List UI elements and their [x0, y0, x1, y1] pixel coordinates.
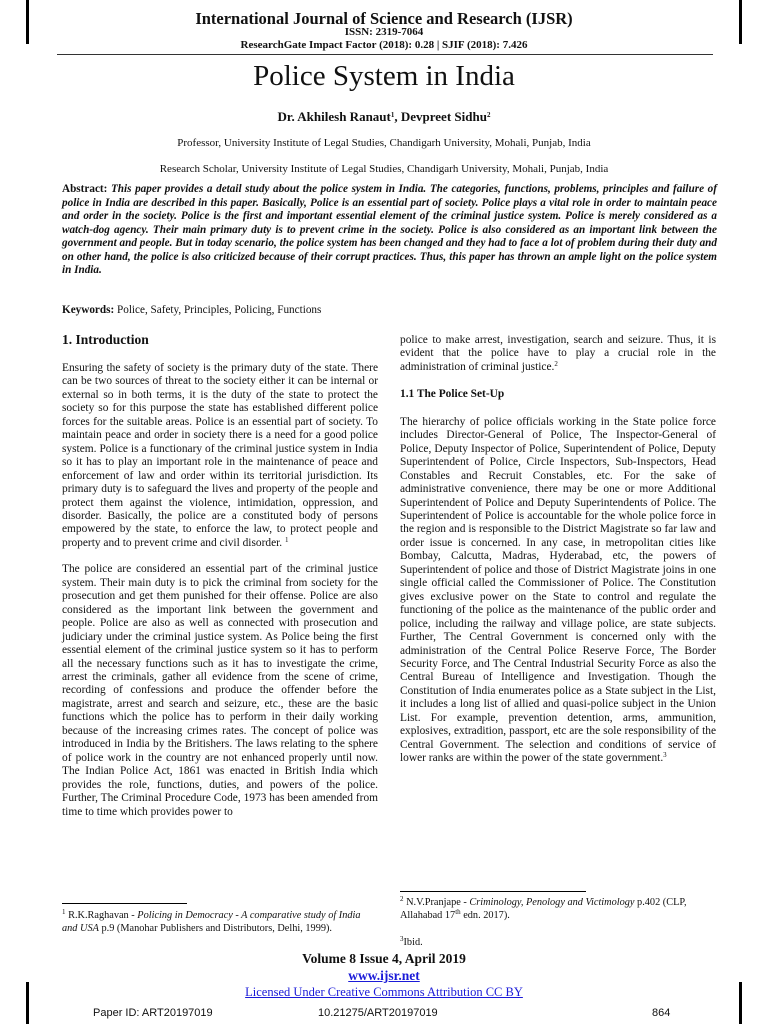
- paper-title: Police System in India: [253, 60, 515, 92]
- author-1-sup: 1: [390, 111, 395, 119]
- continued-paragraph-text: police to make arrest, investigation, search and seizure. Thus, it is evident that the police have to play a crucial role in the administration of criminal justice.: [400, 334, 716, 373]
- paper-authors: [0, 109, 768, 125]
- footnote-3-text: Ibid.: [403, 937, 423, 948]
- intro-paragraph-1-text: Ensuring the safety of society is the primary duty of the state. There can be two sources of threat to the society either it can be internal or external so in both terms, it is the duty of the state to protect the society so for this purpose the state has established different police forces for the suitable areas. Police is an essential part of society. To maintain peace and order in society there is a need for a good police system. Police is a functionary of the criminal justice system in India so it has to play an important role in the maintenance of peace and enforcement of law and order within its territorial jurisdiction. Its primary duty is to safeguard the lives and property of the people and protect them against the violence, intimidation, oppression, and disorder. Basically, the police are a constituted body of persons empowered by the state, to enforce the law, to protect people and property and to prevent crime and civil disorder.: [62, 362, 378, 549]
- doi: 10.21275/ART20197019: [318, 1007, 438, 1019]
- abstract-text: This paper provides a detail study about the police system in India. The categories, functions, problems, principles and failure of police in India are described in this paper. Basically, Police is an essential part of society. Police plays a vital role in order to maintain peace and order in the society. Police is the first and important essential element of the criminal justice system. Police is merely considered as a watch-dog agency. Their main primary duty is to prevent crime in the society. Police is also considered as an important link between the government and people. But in today scenario, the police system has been changed and they had to face a lot of problem during their duty and on other hand, the police is also criticized because of their corrupt practices. Thus, this paper has thrown an ample light on the police system in India.: [62, 183, 717, 276]
- footnote-rule-right: [400, 891, 586, 892]
- police-setup-paragraph-text: The hierarchy of police officials working in the State police force includes Director-General of Police, The Inspector-General of Police, Deputy Inspector of Police, Superintendent of Police, Deputy Superintendent of Police, Circle Inspectors, Sub-Inspectors, Head Constables and Recruit Constables, etc. For the sake of administrative convenience, there may be one or more Additional Superintendent of Police and Deputy Superintendents of Police. The Superintendent of Police is accountable for the whole police force in the region and is responsible to the District Magistrate so far law and order issue is concerned. In any case, in metropolitan cities like Bombay, Calcutta, Madras, Hyderabad, etc, the powers of Superintendent of police and those of District Magistrate joins in one single official called the Commissioner of Police. The Constitution gives exclusive power on the State to control and regulate the functioning of the police as the maintenance of the public order and police, including the railway and village police, are state subjects. Further, The Central Government is concerned only with the administration of the Central Police Reserve Force, The Border Security Force, and The Central Industrial Security Force as also the Central Bureau of Intelligence and Investigation. Though the Constitution of India enumerates police as a State subject in the List, it includes a long list of allied and quasi-police subject in the Union List. For example, prevention detention, arms, ammunition, explosives, extradition, passport, etc are the sole responsibility of the Central Government. The selection and conditions of service of lower ranks are within the power of the state government.: [400, 415, 716, 765]
- intro-paragraph-1: [62, 362, 378, 550]
- footnote-1-rest: p.9 (Manohar Publishers and Distributors, Delhi, 1999).: [98, 922, 332, 934]
- journal-issn: ISSN: 2319-7064: [344, 26, 424, 38]
- author-separator: ,: [394, 109, 401, 124]
- keywords: [62, 304, 321, 316]
- right-column: [400, 334, 716, 766]
- abstract: [62, 183, 717, 278]
- abstract-label: Abstract:: [62, 183, 108, 195]
- footnote-1: [62, 910, 378, 935]
- footnote-3-number: 3: [400, 935, 404, 943]
- license-link[interactable]: Licensed Under Creative Commons Attribution CC BY: [245, 985, 523, 999]
- paper-id: Paper ID: ART20197019: [93, 1007, 213, 1019]
- intro-paragraph-2: The police are considered an essential part of the criminal justice system. Their main duty is to pick the criminal from society for the prosecution and get them punished for their offense. Police are also considered as the important link between the government and people. Police are also as well as connected with prosecution and judiciary under the criminal justice system. As Police being the first essential element of the criminal justice system so it has to perform all the necessary functions such as it has to investigate the crime, arrest the criminals, gather all evidence from the scene of crime, recording of confessions and produce the offender before the magistrate, arrest and search and seizure, etc., these are the basic functions which the police has to perform in their daily working because of the increasing crimes rates. The concept of police was introduced in India by the Britishers. The laws relating to the sphere of police work in the country are not enhanced properly until now. The Indian Police Act, 1861 was enacted in British India which provides the role, functions, duties, and powers of the police. Further, The Criminal Procedure Code, 1973 has been amended from time to time which provides power to: [62, 563, 378, 818]
- continued-paragraph: [400, 334, 716, 374]
- footnote-2: [400, 897, 716, 922]
- footnote-1-number: 1: [62, 908, 66, 916]
- footnote-ref-2: 2: [554, 359, 558, 368]
- journal-website-link[interactable]: www.ijsr.net: [348, 968, 420, 983]
- footnote-1-title: Policing in Democracy - A comparative study of India and USA: [62, 910, 361, 934]
- journal-name: International Journal of Science and Research (IJSR): [195, 9, 573, 28]
- journal-impact-factor: ResearchGate Impact Factor (2018): 0.28 | SJIF (2018): 7.426: [240, 39, 528, 51]
- police-setup-paragraph: [400, 416, 716, 766]
- footnote-ref-3: 3: [663, 751, 667, 760]
- footnote-2-rest-1: p.402 (CLP, Allahabad 17: [400, 897, 687, 921]
- author-1: Dr. Akhilesh Ranaut: [277, 109, 391, 124]
- volume-issue: Volume 8 Issue 4, April 2019: [302, 951, 466, 966]
- footnote-3: [400, 937, 423, 950]
- footnote-2-rest-2: edn. 2017).: [460, 909, 510, 921]
- subsection-heading-police-setup: 1.1 The Police Set-Up: [400, 388, 505, 401]
- footnote-rule-left: [62, 903, 187, 904]
- footnote-ref-1: 1: [285, 535, 289, 544]
- footnote-2-author: N.V.Pranjape -: [406, 897, 470, 908]
- page-number: 864: [652, 1007, 671, 1019]
- keywords-text: Police, Safety, Principles, Policing, Functions: [117, 304, 322, 316]
- section-heading-introduction: 1. Introduction: [62, 332, 149, 347]
- footnote-1-author: R.K.Raghavan -: [68, 910, 138, 921]
- footnote-2-title: Criminology, Penology and Victimology: [469, 897, 635, 908]
- affiliation-2: Research Scholar, University Institute of Legal Studies, Chandigarh University, Mohali, Punjab, India: [159, 163, 609, 175]
- keywords-label: Keywords:: [62, 304, 115, 316]
- header-rule: [57, 54, 713, 55]
- footnote-2-edition-sup: th: [455, 907, 461, 916]
- left-column: [62, 362, 378, 819]
- footnote-2-number: 2: [400, 895, 404, 903]
- author-2: Devpreet Sidhu: [400, 109, 487, 124]
- affiliation-1: Professor, University Institute of Legal Studies, Chandigarh University, Mohali, Punjab, India: [177, 137, 591, 149]
- author-2-sup: 2: [486, 111, 491, 119]
